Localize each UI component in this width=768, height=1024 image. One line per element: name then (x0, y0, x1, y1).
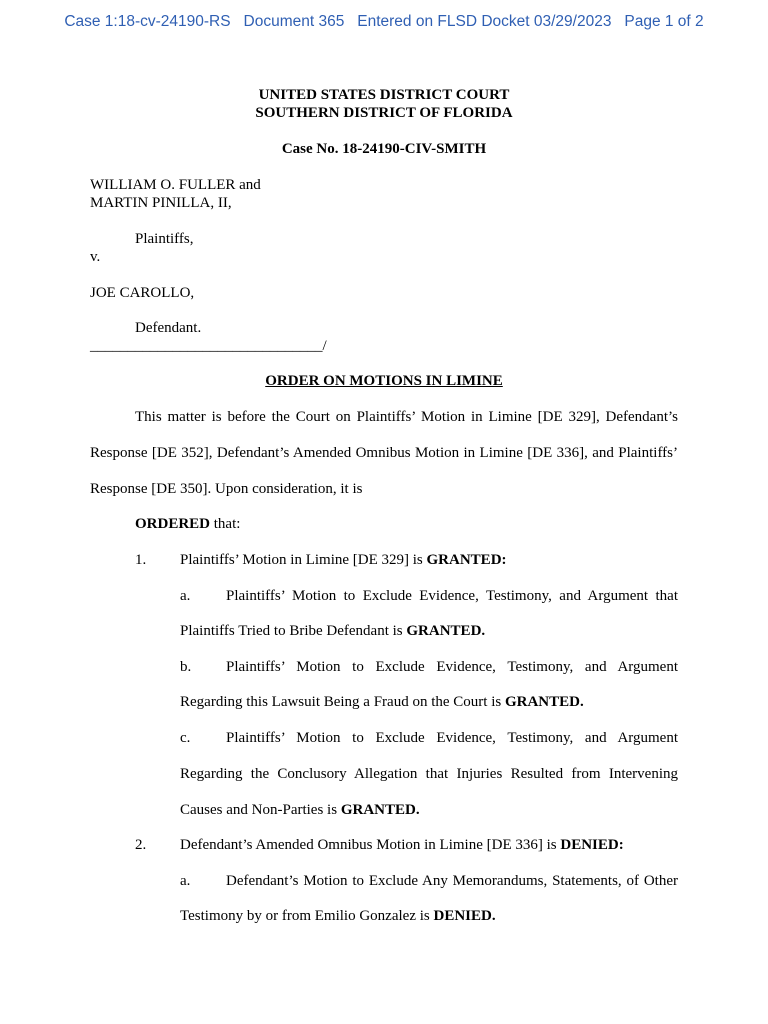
item-1-text (180, 551, 507, 569)
ordered-line (135, 515, 240, 533)
item-1c-ruling: GRANTED. (340, 802, 420, 818)
item-2a-ruling: DENIED. (433, 908, 496, 924)
item-1b-line-2 (180, 693, 584, 711)
item-1c-line-2: Regarding the Conclusory Allegation that Injuries Resulted from Intervening (180, 766, 678, 782)
plaintiff-line-2: MARTIN PINILLA, II, (90, 195, 232, 211)
caption-rule: _______________________________/ (90, 338, 327, 354)
defendant-name: JOE CAROLLO, (90, 285, 195, 301)
item-2-body: Defendant’s Amended Omnibus Motion in Limine [DE 336] is (180, 837, 561, 853)
stamp-document: Document 365 (243, 13, 345, 30)
item-1a-body: Plaintiffs Tried to Bribe Defendant is (180, 623, 407, 639)
item-2a-line-2 (180, 907, 496, 925)
versus: v. (90, 249, 101, 265)
item-1b-body: Regarding this Lawsuit Being a Fraud on the Court is (180, 694, 505, 710)
item-1a-line-1: Plaintiffs’ Motion to Exclude Evidence, Testimony, and Argument that (226, 588, 678, 604)
item-2a-line-1: Defendant’s Motion to Exclude Any Memorandums, Statements, of Other (226, 873, 678, 889)
item-1a-ruling: GRANTED. (406, 623, 486, 639)
intro-line-2: Response [DE 352], Defendant’s Amended Omnibus Motion in Limine [DE 336], and Plaintiffs’ (90, 445, 678, 461)
item-1a-letter: a. (180, 588, 191, 604)
order-title: ORDER ON MOTIONS IN LIMINE (265, 373, 503, 389)
item-1b-ruling: GRANTED. (504, 694, 584, 710)
intro-line-3: Response [DE 350]. Upon consideration, it is (90, 481, 363, 497)
item-1c-body: Causes and Non-Parties is (180, 802, 341, 818)
case-number: Case No. 18-24190-CIV-SMITH (281, 141, 487, 157)
item-1b-letter: b. (180, 659, 192, 675)
item-2-ruling: DENIED: (560, 837, 624, 853)
court-name: UNITED STATES DISTRICT COURT (258, 87, 510, 103)
intro-line-1: This matter is before the Court on Plaintiffs’ Motion in Limine [DE 329], Defendant’s (135, 409, 678, 425)
docket-stamp (0, 13, 768, 31)
item-1a-line-2 (180, 622, 485, 640)
item-1c-line-3 (180, 801, 420, 819)
defendant-label: Defendant. (135, 320, 202, 336)
court-district: SOUTHERN DISTRICT OF FLORIDA (255, 105, 513, 121)
plaintiff-line-1: WILLIAM O. FULLER and (90, 177, 261, 193)
ordered-word: ORDERED (135, 516, 211, 532)
item-1c-letter: c. (180, 730, 191, 746)
item-1b-line-1: Plaintiffs’ Motion to Exclude Evidence, Testimony, and Argument (226, 659, 678, 675)
item-1-body: Plaintiffs’ Motion in Limine [DE 329] is (180, 552, 427, 568)
plaintiffs-label: Plaintiffs, (135, 231, 194, 247)
ordered-rest: that: (210, 516, 241, 532)
item-1-ruling: GRANTED: (426, 552, 507, 568)
item-2a-letter: a. (180, 873, 191, 889)
stamp-entered: Entered on FLSD Docket 03/29/2023 (357, 13, 612, 30)
item-2-number: 2. (135, 837, 147, 853)
item-2-text (180, 836, 624, 854)
item-1c-line-1: Plaintiffs’ Motion to Exclude Evidence, Testimony, and Argument (226, 730, 678, 746)
item-1-number: 1. (135, 552, 147, 568)
stamp-page: Page 1 of 2 (624, 13, 704, 30)
stamp-case: Case 1:18-cv-24190-RS (64, 13, 231, 30)
item-2a-body: Testimony by or from Emilio Gonzalez is (180, 908, 434, 924)
